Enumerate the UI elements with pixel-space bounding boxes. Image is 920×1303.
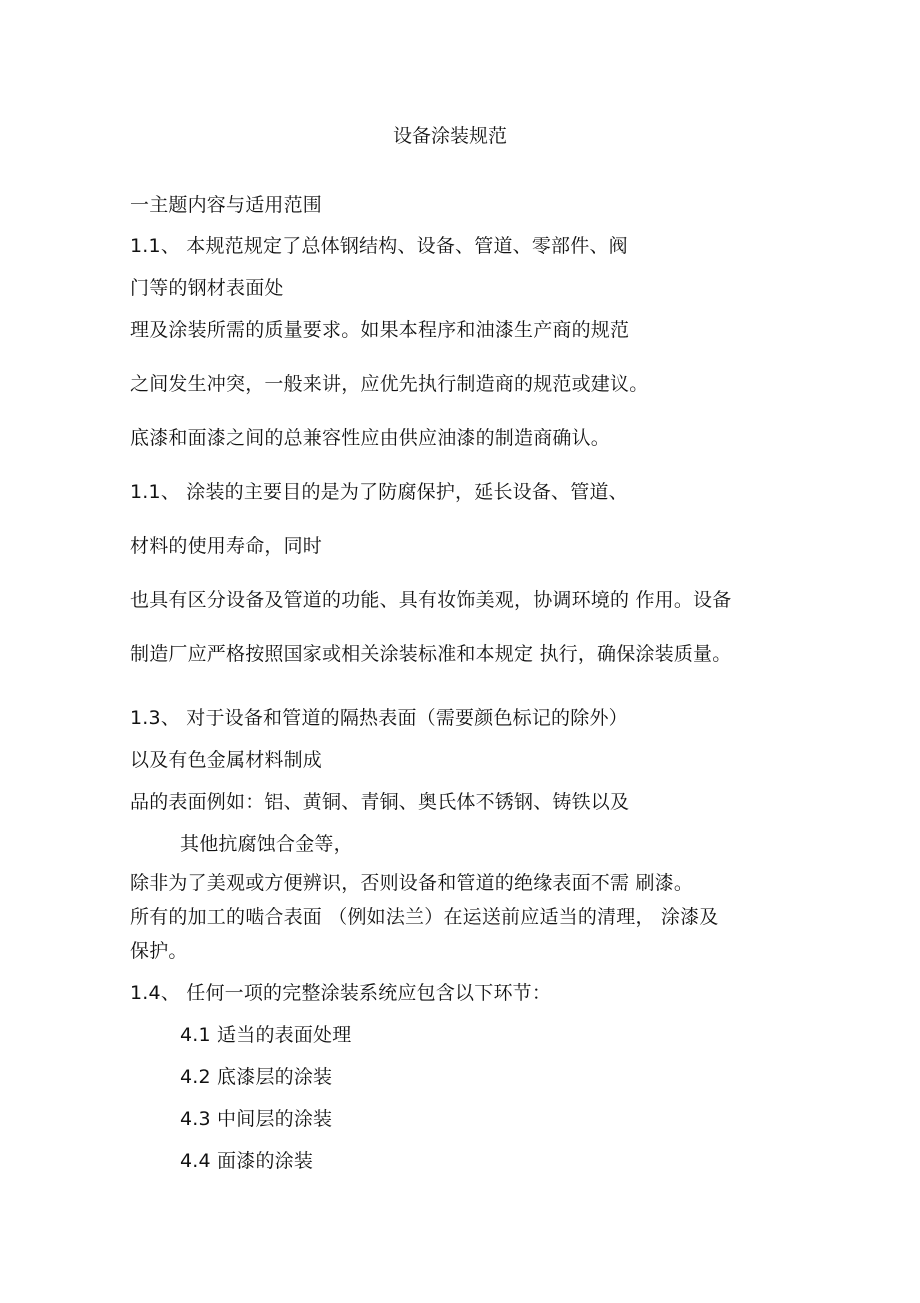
paragraph-line: 材料的使用寿命，同时	[130, 535, 323, 557]
paragraph-line: 除非为了美观或方便辨识，否则设备和管道的绝缘表面不需 刷漆。	[130, 872, 694, 894]
paragraph-line: 理及涂装所需的质量要求。如果本程序和油漆生产商的规范	[130, 319, 630, 341]
paragraph-line-indented: 其他抗腐蚀合金等，	[180, 833, 353, 855]
paragraph-line: 也具有区分设备及管道的功能、具有妆饰美观，协调环境的 作用。设备	[130, 589, 732, 611]
paragraph-line: 1.3、 对于设备和管道的隔热表面（需要颜色标记的除外）	[130, 707, 628, 729]
document-title: 设备涂装规范	[392, 125, 507, 147]
paragraph-line: 所有的加工的啮合表面 （例如法兰）在运送前应适当的清理， 涂漆及	[130, 906, 719, 928]
list-item-primer-coating: 4.2 底漆层的涂装	[180, 1066, 333, 1088]
section-heading-scope: 一主题内容与适用范围	[130, 194, 323, 216]
list-item-surface-treatment: 4.1 适当的表面处理	[180, 1024, 352, 1046]
paragraph-line: 以及有色金属材料制成	[130, 749, 323, 771]
list-item-intermediate-coating: 4.3 中间层的涂装	[180, 1108, 333, 1130]
paragraph-line: 1.1、 本规范规定了总体钢结构、设备、管道、零部件、阀	[130, 235, 628, 257]
list-item-topcoat-coating: 4.4 面漆的涂装	[180, 1150, 314, 1172]
paragraph-line: 1.4、 任何一项的完整涂装系统应包含以下环节：	[130, 982, 552, 1004]
paragraph-line: 之间发生冲突，一般来讲，应优先执行制造商的规范或建议。	[130, 373, 649, 395]
paragraph-line: 制造厂应严格按照国家或相关涂装标准和本规定 执行，确保涂装质量。	[130, 643, 732, 665]
paragraph-line: 1.1、 涂装的主要目的是为了防腐保护，延长设备、管道、	[130, 481, 628, 503]
paragraph-line: 品的表面例如：铝、黄铜、青铜、奥氏体不锈钢、铸铁以及	[130, 791, 630, 813]
paragraph-line: 门等的钢材表面处	[130, 277, 284, 299]
paragraph-line: 底漆和面漆之间的总兼容性应由供应油漆的制造商确认。	[130, 427, 611, 449]
paragraph-line: 保护。	[130, 940, 188, 962]
